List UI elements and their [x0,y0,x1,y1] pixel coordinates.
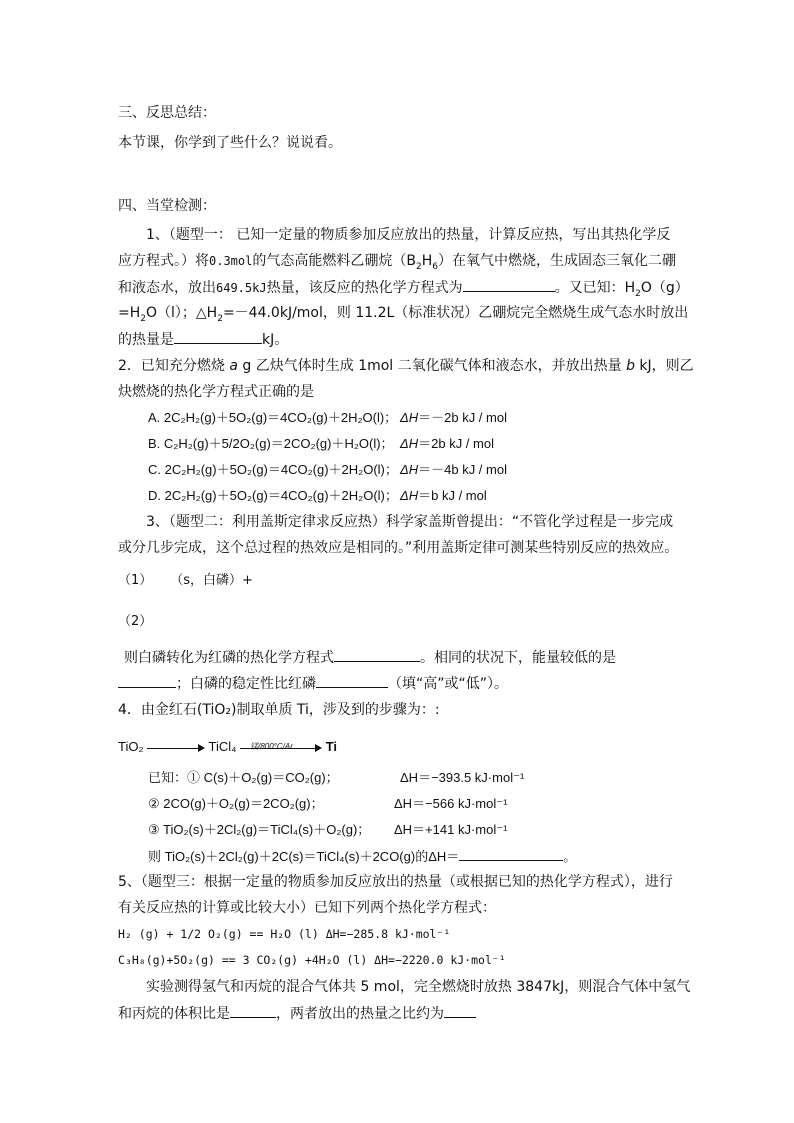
q1-line-1: 1、（题型一： 已知一定量的物质参加反应放出的热量，计算反应热，写出其热化学反 [146,227,671,243]
q1-line-3: 和液态水，放出649.5kJ热量，该反应的热化学方程式为 。又已知：$H_2O(g)$ [118,280,689,299]
q1-line-5: 的热量是 kJ。 [118,332,289,348]
section-4-heading: 四、当堂检测： [118,198,216,214]
q4-known-2: ② 2CO(g)＋O₂(g)＝2CO₂(g)； ΔH＝−566 kJ·mol⁻¹ [148,796,508,811]
q1-line-4: $=H_2O(l)$；$\triangle H_2=-44.0kJ$/mol，则 11.2L（标准状况）乙硼烷完全燃烧生成气态水时放出 [118,305,689,324]
q1-heat-blank[interactable] [174,330,262,344]
q4-flow: TiO₂ TiCl₄ 镁/800°C/Ar Ti [118,739,338,754]
q2-option-d: D. 2C₂H₂(g)＋5O₂(g)＝4CO₂(g)＋2H₂O(l)； ΔH＝b kJ / mol [148,488,487,503]
q3-line-3: 则白磷转化为红磷的热化学方程式 。相同的状况下，能量较低的是 [124,650,616,666]
q1-line-2: 应方程式。）将0.3mol的气态高能燃料乙硼烷$(B_2H_6)$在氧气中燃烧，生成固态三氧化二硼 [118,253,676,272]
q4-answer-blank[interactable] [459,847,563,861]
q3-lower-energy-blank[interactable] [118,674,176,688]
q5-line-4: 和丙烷的体积比是 ，两者放出的热量之比约为 [118,1004,476,1023]
q3-equation-1: （1） （s，白磷）+ [118,573,253,588]
q3-equation-blank[interactable] [334,648,420,662]
q3-line-1: 3、（题型二：利用盖斯定律求反应热）科学家盖斯曾提出：“不管化学过程是一步完成 [146,514,674,530]
section-3-prompt: 本节课，你学到了些什么？说说看。 [118,135,342,151]
q4-line-1: 4．由金红石(TiO₂)制取单质 Ti，涉及到的步骤为：: [118,702,440,718]
q4-known-3: ③ TiO₂(s)＋2Cl₂(g)＝TiCl₄(s)＋O₂(g)； ΔH＝+141 kJ·mol⁻¹ [148,822,508,837]
q2-option-a: A. 2C₂H₂(g)＋5O₂(g)＝4CO₂(g)＋2H₂O(l)； ΔH＝－2b kJ / mol [148,410,507,425]
q3-line-2: 或分几步完成，这个总过程的热效应是相同的。”利用盖斯定律可测某些特别反应的热效应。 [118,540,679,556]
q4-arrow-1 [147,742,205,754]
q1-equation-blank[interactable] [463,278,555,292]
q5-equation-2: C₃H₈(g)+5O₂(g) == 3 CO₂(g) +4H₂O (l) ΔH=−2220.0 kJ·mol⁻¹ [118,953,506,967]
q4-question: 则 TiO₂(s)＋2Cl₂(g)＋2C(s)＝TiCl₄(s)＋2CO(g)的ΔH＝ 。 [148,849,577,864]
q2-line-1: 2．已知充分燃烧 a g 乙炔气体时生成 1mol 二氧化碳气体和液态水，并放出热量 b kJ，则乙 [118,358,694,374]
q2-line-2: 炔燃烧的热化学方程式正确的是 [118,384,314,400]
q5-line-1: 5、（题型三：根据一定量的物质参加反应放出的热量（或根据已知的热化学方程式），进行 [118,874,673,890]
q4-known-1: 已知：① C(s)＋O₂(g)＝CO₂(g)； ΔH＝−393.5 kJ·mol⁻¹ [148,770,525,785]
q3-equation-2: （2） [118,614,153,629]
q3-stability-blank[interactable] [316,674,388,688]
q5-line-3: 实验测得氢气和丙烷的混合气体共 5 mol，完全燃烧时放热 3847kJ，则混合气体中氢气 [146,979,691,995]
q3-line-4: ；白磷的稳定性比红磷 （填“高”或“低”）。 [118,674,508,693]
q5-equation-1: H₂ (g) + 1/2 O₂(g) == H₂O (l) ΔH=−285.8 kJ·mol⁻¹ [118,927,451,941]
section-3-heading: 三、反思总结： [118,105,216,121]
q5-heat-ratio-blank[interactable] [444,1004,476,1018]
q4-arrow-2: 镁/800°C/Ar [240,742,322,754]
q2-option-c: C. 2C₂H₂(g)＋5O₂(g)＝4CO₂(g)＋2H₂O(l)； ΔH＝－4b kJ / mol [148,462,507,477]
q5-ratio-blank[interactable] [230,1004,276,1018]
q5-line-2: 有关反应热的计算或比较大小）已知下列两个热化学方程式： [118,900,496,916]
q2-option-b: B. C₂H₂(g)＋5/2O₂(g)＝2CO₂(g)＋H₂O(l)； ΔH＝2b kJ / mol [148,436,494,451]
